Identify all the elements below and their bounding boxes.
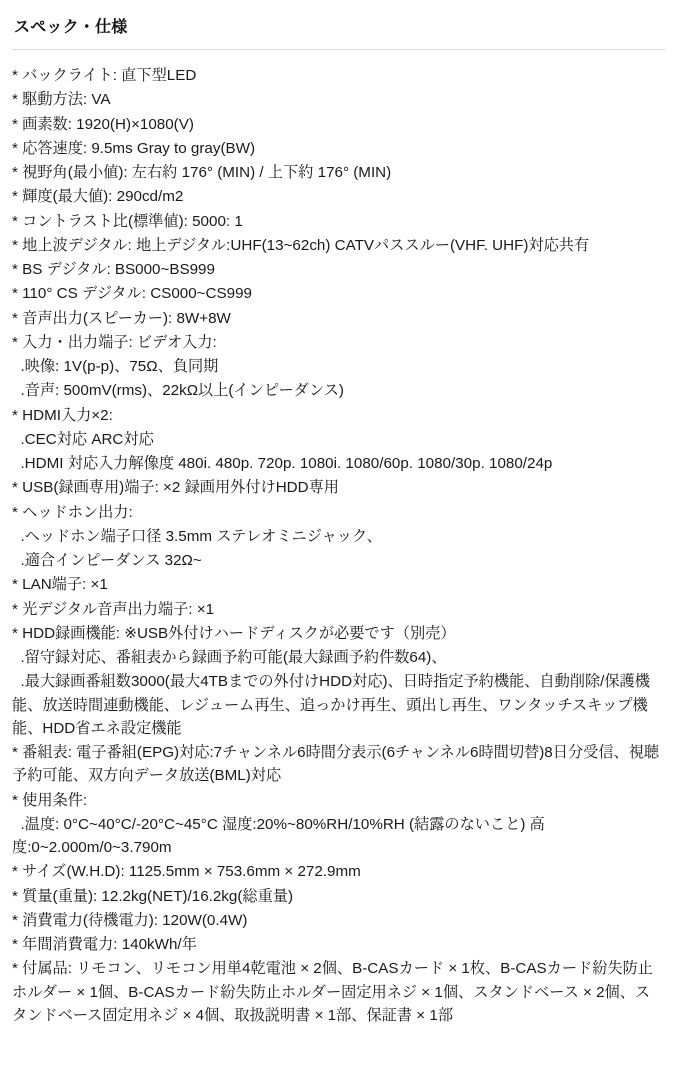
spec-line: * サイズ(W.H.D): 1125.5mm × 753.6mm × 272.9mm: [12, 863, 361, 881]
spec-line: * 年間消費電力: 140kWh/年: [12, 936, 197, 953]
spec-line: .HDMI 対応入力解像度 480i. 480p. 720p. 1080i. 1080/60p. 1080/30p. 1080/24p: [12, 455, 553, 472]
spec-line: * 付属品: リモコン、リモコン用単4乾電池 × 2個、B-CASカード × 1枚、B-CASカード紛失防止ホルダー × 1個、B-CASカード紛失防止ホルダー固定用ネジ × 1個、スタンドベース × 2個、スタンドベース固定用ネジ × 4個、取扱説明書 × 1部、保証書 × 1部: [12, 960, 653, 1024]
spec-list: [12, 64, 665, 1027]
spec-line: * 消費電力(待機電力): 120W(0.4W): [12, 911, 248, 929]
spec-line: * 駆動方法: VA: [12, 91, 111, 109]
bottom-spacer: [12, 1028, 665, 1032]
spec-line: .音声: 500mV(rms)、22kΩ以上(インピーダンス): [12, 382, 344, 400]
spec-line: * 輝度(最大値): 290cd/m2: [12, 188, 184, 206]
spec-line: * 110° CS デジタル: CS000~CS999: [12, 285, 252, 303]
spec-line: .留守録対応、番組表から録画予約可能(最大録画予約件数64)、: [12, 649, 447, 666]
spec-line: * 使用条件:: [12, 791, 88, 809]
spec-line: * BS デジタル: BS000~BS999: [12, 261, 215, 278]
spec-line: .温度: 0°C~40°C/-20°C~45°C 湿度:20%~80%RH/10%RH (結露のないこと) 高度:0~2.000m/0~3.790m: [12, 815, 545, 856]
spec-line: * コントラスト比(標準値): 5000: 1: [12, 212, 243, 230]
title-divider: [12, 49, 665, 50]
spec-line: * 画素数: 1920(H)×1080(V): [12, 115, 194, 133]
spec-line: .ヘッドホン端子口径 3.5mm ステレオミニジャック、: [12, 527, 382, 545]
spec-line: * LAN端子: ×1: [12, 576, 108, 594]
spec-line: * バックライト: 直下型LED: [12, 67, 197, 84]
spec-line: * 音声出力(スピーカー): 8W+8W: [12, 309, 231, 327]
spec-line: * HDMI入力×2:: [12, 406, 113, 424]
spec-line: .映像: 1V(p-p)、75Ω、負同期: [12, 358, 219, 375]
spec-line: * USB(録画専用)端子: ×2 録画用外付けHDD専用: [12, 479, 339, 497]
spec-line: * ヘッドホン出力:: [12, 503, 133, 521]
page-title: スペック・仕様: [14, 19, 128, 36]
spec-line: * 番組表: 電子番組(EPG)対応:7チャンネル6時間分表示(6チャンネル6時間切替)8日分受信、視聴予約可能、双方向データ放送(BML)対応: [12, 744, 660, 785]
spec-line: .適合インピーダンス 32Ω~: [12, 552, 202, 569]
spec-line: * 質量(重量): 12.2kg(NET)/16.2kg(総重量): [12, 887, 294, 905]
spec-line: * 地上波デジタル: 地上デジタル:UHF(13~62ch) CATVパススルー(VHF. UHF)対応共有: [12, 236, 590, 254]
spec-line: * 視野角(最小値): 左右約 176° (MIN) / 上下約 176° (MIN): [12, 164, 392, 181]
spec-line: .最大録画番組数3000(最大4TBまでの外付けHDD対応)、日時指定予約機能、自動削除/保護機能、放送時間連動機能、レジューム再生、追っかけ再生、頭出し再生、ワンタッチスキップ機能、HDD省エネ設定機能: [12, 673, 650, 737]
spec-line: * 入力・出力端子: ビデオ入力:: [12, 333, 217, 351]
spec-line: * 応答速度: 9.5ms Gray to gray(BW): [12, 139, 256, 157]
spec-line: * 光デジタル音声出力端子: ×1: [12, 600, 215, 618]
spec-line: .CEC対応 ARC対応: [12, 430, 154, 448]
spec-line: * HDD録画機能: ※USB外付けハードディスクが必要です（別売）: [12, 624, 456, 642]
